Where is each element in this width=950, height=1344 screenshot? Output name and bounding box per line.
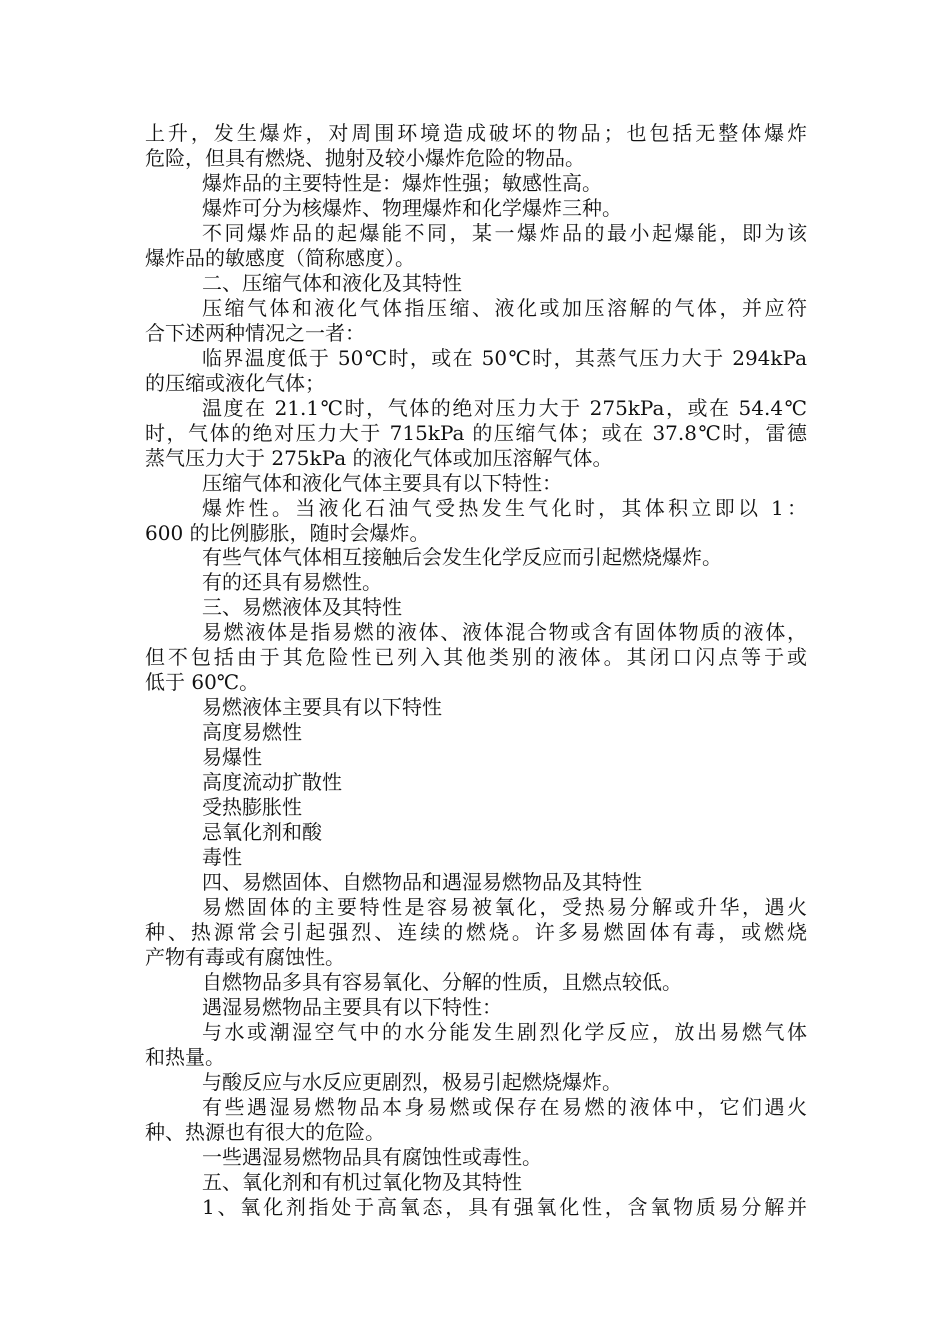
paragraph-line-indented: 四、易燃固体、自燃物品和遇湿易燃物品及其特性 (202, 870, 642, 895)
paragraph-line-indented: 高度流动扩散性 (202, 770, 342, 795)
paragraph-line-indented: 易燃固体的主要特性是容易被氧化，受热易分解或升华，遇火 (202, 895, 807, 920)
paragraph-line: 时，气体的绝对压力大于 715kPa 的压缩气体；或在 37.8℃时，雷德 (145, 420, 807, 445)
paragraph-line: 但不包括由于其危险性已列入其他类别的液体。其闭口闪点等于或 (145, 645, 807, 670)
paragraph-line-indented: 高度易燃性 (202, 720, 302, 745)
paragraph-line: 危险，但具有燃烧、抛射及较小爆炸危险的物品。 (145, 145, 585, 170)
paragraph-line: 合下述两种情况之一者： (145, 320, 365, 345)
paragraph-line-indented: 毒性 (202, 845, 242, 870)
document-body (145, 121, 807, 1220)
paragraph-line: 和热量。 (145, 1044, 225, 1069)
paragraph-line-indented: 与水或潮湿空气中的水分能发生剧烈化学反应，放出易燃气体 (202, 1019, 807, 1044)
paragraph-line-indented: 临界温度低于 50℃时，或在 50℃时，其蒸气压力大于 294kPa (202, 345, 807, 370)
paragraph-line-indented: 三、易燃液体及其特性 (202, 595, 402, 620)
paragraph-line-indented: 爆炸品的主要特性是：爆炸性强；敏感性高。 (202, 170, 602, 195)
paragraph-line: 产物有毒或有腐蚀性。 (145, 944, 345, 969)
paragraph-line-indented: 易燃液体主要具有以下特性 (202, 695, 442, 720)
paragraph-line: 蒸气压力大于 275kPa 的液化气体或加压溶解气体。 (145, 445, 613, 470)
paragraph-line-indented: 与酸反应与水反应更剧烈，极易引起燃烧爆炸。 (202, 1069, 622, 1094)
paragraph-line-indented: 不同爆炸品的起爆能不同，某一爆炸品的最小起爆能，即为该 (202, 220, 807, 245)
paragraph-line-indented: 二、压缩气体和液化及其特性 (202, 270, 462, 295)
paragraph-line-indented: 忌氧化剂和酸 (202, 820, 322, 845)
paragraph-line: 600 的比例膨胀，随时会爆炸。 (145, 520, 430, 545)
paragraph-line-indented: 爆炸可分为核爆炸、物理爆炸和化学爆炸三种。 (202, 195, 622, 220)
paragraph-line-indented: 有些遇湿易燃物品本身易燃或保存在易燃的液体中，它们遇火 (202, 1094, 807, 1119)
paragraph-line-indented: 1、氧化剂指处于高氧态，具有强氧化性，含氧物质易分解并 (202, 1194, 807, 1219)
paragraph-line: 的压缩或液化气体； (145, 370, 325, 395)
paragraph-line-indented: 有的还具有易燃性。 (202, 570, 382, 595)
paragraph-line-indented: 易燃液体是指易燃的液体、液体混合物或含有固体物质的液体， (202, 620, 807, 645)
paragraph-line: 低于 60℃。 (145, 670, 260, 695)
paragraph-line-indented: 受热膨胀性 (202, 795, 302, 820)
paragraph-line: 爆炸品的敏感度（简称感度）。 (145, 245, 415, 270)
paragraph-line-indented: 压缩气体和液化气体指压缩、液化或加压溶解的气体，并应符 (202, 295, 807, 320)
paragraph-line-indented: 有些气体气体相互接触后会发生化学反应而引起燃烧爆炸。 (202, 545, 722, 570)
paragraph-line-indented: 易爆性 (202, 745, 262, 770)
paragraph-line-indented: 自燃物品多具有容易氧化、分解的性质，且燃点较低。 (202, 969, 682, 994)
paragraph-line: 上升，发生爆炸，对周围环境造成破坏的物品；也包括无整体爆炸 (145, 121, 807, 145)
paragraph-line-indented: 温度在 21.1℃时，气体的绝对压力大于 275kPa，或在 54.4℃ (202, 395, 807, 420)
paragraph-line: 种、热源常会引起强烈、连续的燃烧。许多易燃固体有毒，或燃烧 (145, 920, 807, 944)
paragraph-line-indented: 一些遇湿易燃物品具有腐蚀性或毒性。 (202, 1144, 542, 1169)
paragraph-line-indented: 五、氧化剂和有机过氧化物及其特性 (202, 1169, 522, 1194)
paragraph-line-indented: 爆炸性。当液化石油气受热发生气化时，其体积立即以 1： (202, 495, 807, 520)
paragraph-line: 种、热源也有很大的危险。 (145, 1119, 385, 1144)
paragraph-line-indented: 压缩气体和液化气体主要具有以下特性： (202, 470, 562, 495)
paragraph-line-indented: 遇湿易燃物品主要具有以下特性： (202, 994, 502, 1019)
